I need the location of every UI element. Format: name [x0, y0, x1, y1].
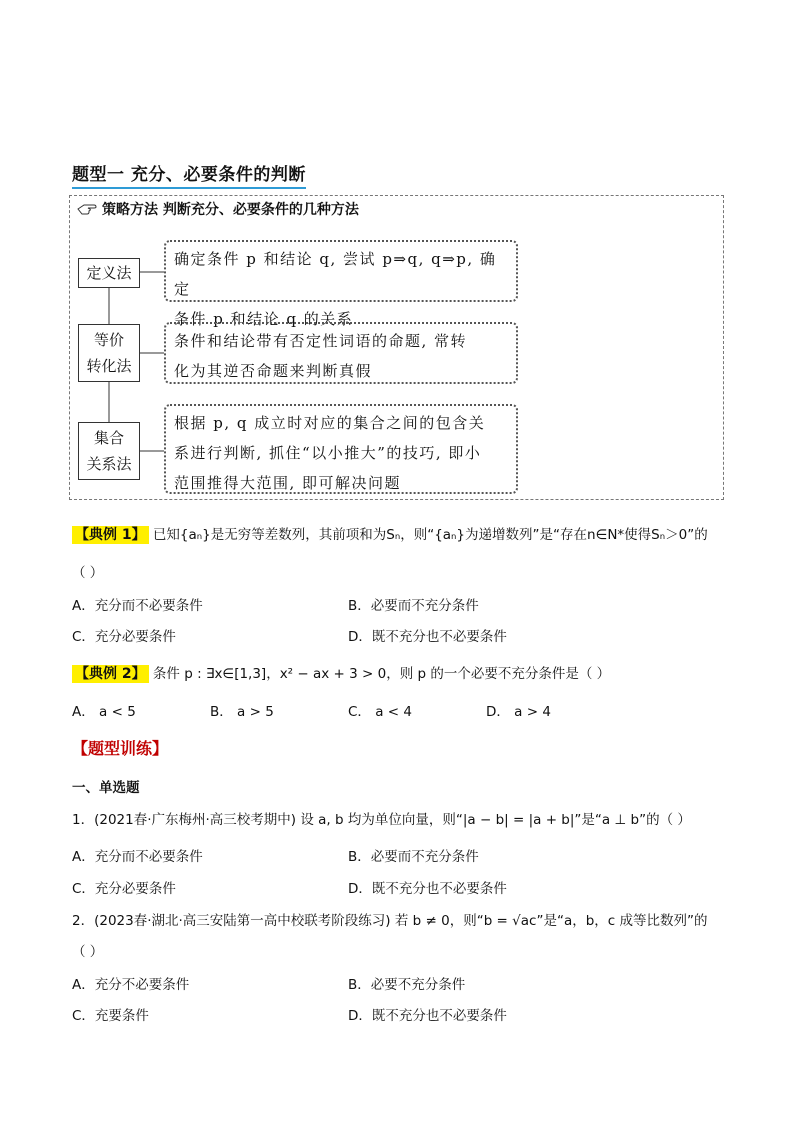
desc-line: 根据 p, q 成立时对应的集合之间的包含关 — [174, 414, 486, 432]
desc-line: 条件和结论带有否定性词语的命题, 常转 — [174, 332, 468, 350]
q1-option-d: D．既不充分也不必要条件 — [348, 881, 507, 897]
q2-option-d: D．既不充分也不必要条件 — [348, 1008, 507, 1024]
example2-tag: 【典例 2】 — [72, 665, 149, 683]
example2-option-a: A． a < 5 — [72, 704, 136, 720]
method-set-relation — [78, 422, 140, 480]
example2 — [72, 662, 610, 683]
example2-text: 条件 p : ∃x∈[1,3]，x² − ax + 3 > 0，则 p 的一个必要不充分条件是（ ） — [152, 666, 611, 682]
q1-option-c: C．充分必要条件 — [72, 881, 176, 897]
training-heading: 【题型训练】 — [72, 739, 169, 758]
q1-option-b: B．必要而不充分条件 — [348, 849, 479, 865]
desc-line: 化为其逆否命题来判断真假 — [174, 362, 373, 380]
example1-option-a: A．充分而不必要条件 — [72, 598, 203, 614]
example1-text: 已知{aₙ}是无穷等差数列，其前项和为Sₙ，则“{aₙ}为递增数列”是“存在n∈N*使得Sₙ＞0”的 — [152, 527, 708, 543]
desc-line: 条件 p 和结论 q 的关系 — [174, 310, 354, 328]
q2-paren: （ ） — [72, 944, 104, 960]
q2-option-c: C．充要条件 — [72, 1008, 149, 1024]
method-set-label-2: 关系法 — [86, 455, 132, 473]
example1 — [72, 523, 708, 544]
method-definition — [78, 258, 140, 288]
method-definition-label: 定义法 — [86, 264, 132, 282]
example1-option-c: C．充分必要条件 — [72, 629, 176, 645]
method-set-label-1: 集合 — [93, 429, 124, 447]
example2-option-b: B． a > 5 — [210, 704, 274, 720]
section-title: 题型一 充分、必要条件的判断 — [72, 160, 306, 189]
method-set-desc — [164, 404, 518, 494]
strategy-header-text: 策略方法 判断充分、必要条件的几种方法 — [102, 202, 359, 218]
question-2: 2．(2023春·湖北·高三安陆第一高中校联考阶段练习) 若 b ≠ 0，则“b = √ac”是“a，b，c 成等比数列”的 — [72, 913, 708, 929]
q2-option-a: A．充分不必要条件 — [72, 977, 190, 993]
desc-line: 确定条件 p 和结论 q, 尝试 p⇒q, q⇒p, 确定 — [174, 250, 497, 298]
question-1: 1．(2021春·广东梅州·高三校考期中) 设 a, b 均为单位向量，则“|a − b| = |a + b|”是“a ⊥ b”的（ ） — [72, 812, 691, 828]
method-equivalence-label-1: 等价 — [93, 331, 124, 349]
method-definition-desc — [164, 240, 518, 328]
single-choice-heading: 一、单选题 — [72, 780, 140, 796]
example1-paren: （ ） — [72, 565, 104, 581]
example2-option-c: C． a < 4 — [348, 704, 412, 720]
example2-option-d: D． a > 4 — [486, 704, 551, 720]
example1-option-d: D．既不充分也不必要条件 — [348, 629, 507, 645]
q2-option-b: B．必要不充分条件 — [348, 977, 466, 993]
desc-line: 系进行判断, 抓住“以小推大”的技巧, 即小 — [174, 444, 482, 462]
desc-line: 范围推得大范围, 即可解决问题 — [174, 474, 402, 492]
q1-option-a: A．充分而不必要条件 — [72, 849, 203, 865]
method-equivalence-label-2: 转化法 — [86, 357, 132, 375]
method-equivalence-desc — [164, 322, 518, 384]
example1-option-b: B．必要而不充分条件 — [348, 598, 479, 614]
method-equivalence — [78, 324, 140, 382]
example1-tag: 【典例 1】 — [72, 526, 149, 544]
